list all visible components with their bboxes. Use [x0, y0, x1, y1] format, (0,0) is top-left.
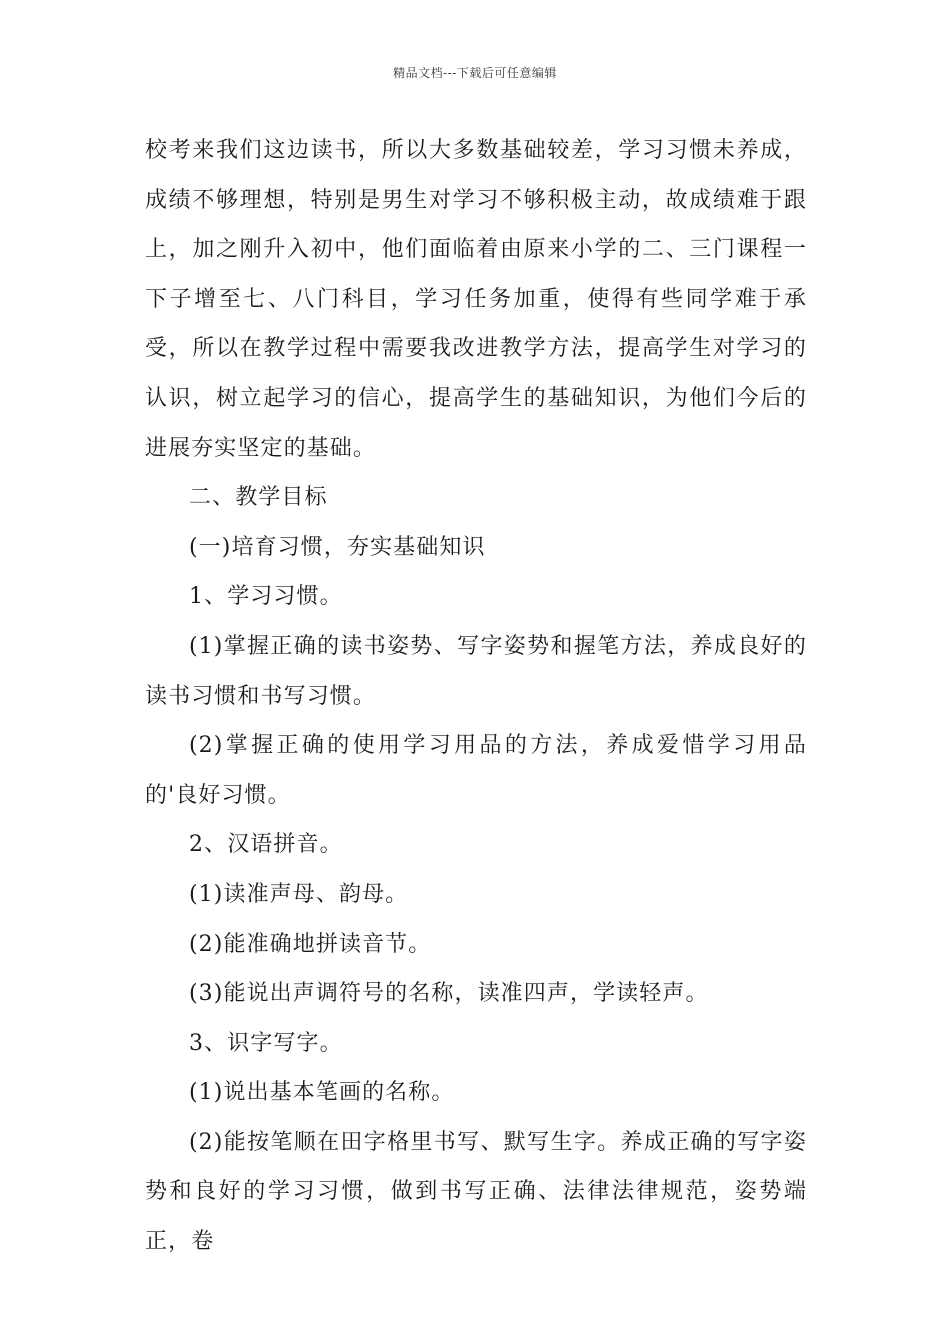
subsection-heading: (一)培育习惯，夯实基础知识 — [189, 534, 486, 560]
item-heading-pinyin: 2、汉语拼音。 — [189, 832, 343, 858]
list-item: (2)能按笔顺在田字格里书写、默写生字。养成正确的写字姿势和良好的学习习惯，做到书写正确、法律法律规范，姿势端正，卷 — [145, 1129, 807, 1255]
paragraph-intro: 校考来我们这边读书，所以大多数基础较差，学习习惯未养成，成绩不够理想，特别是男生对学习不够积极主动，故成绩难于跟上，加之刚升入初中，他们面临着由原来小学的二、三门课程一下子增至七、八门科目，学习任务加重，使得有些同学难于承受，所以在教学过程中需要我改进教学方法，提高学生对学习的认识，树立起学习的信心，提高学生的基础知识，为他们今后的进展夯实坚定的基础。 — [145, 138, 807, 461]
document-body — [145, 126, 807, 1267]
list-item: (1)读准声母、韵母。 — [189, 881, 409, 907]
list-item: (2)能准确地拼读音节。 — [189, 931, 432, 957]
page-header: 精品文档---下载后可任意编辑 — [393, 66, 557, 80]
section-heading-teaching-goals: 二、教学目标 — [189, 485, 328, 511]
list-item: (1)说出基本笔画的名称。 — [189, 1080, 455, 1106]
list-item: (2)掌握正确的使用学习用品的方法，养成爱惜学习用品的'良好习惯。 — [145, 733, 807, 808]
list-item: (1)掌握正确的读书姿势、写字姿势和握笔方法，养成良好的读书习惯和书写习惯。 — [145, 633, 807, 709]
list-item: (3)能说出声调符号的名称，读准四声，学读轻声。 — [189, 981, 709, 1007]
item-heading-literacy-writing: 3、识字写字。 — [189, 1030, 343, 1056]
item-heading-study-habits: 1、学习习惯。 — [189, 584, 343, 610]
